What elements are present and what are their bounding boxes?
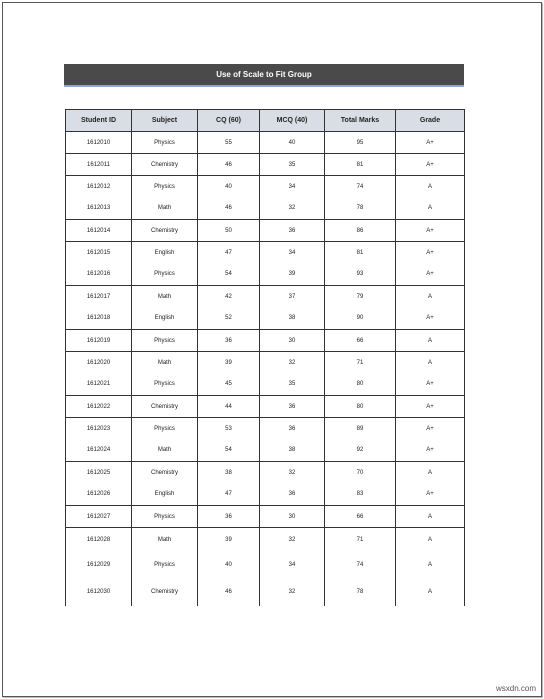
table-row xyxy=(66,484,465,506)
cell-student-id: 1612030 xyxy=(66,578,132,606)
cell-subject: Chemistry xyxy=(132,396,198,418)
cell-cq: 39 xyxy=(198,352,260,374)
cell-total-marks: 74 xyxy=(325,552,396,578)
cell-grade: A+ xyxy=(396,308,465,330)
table-row xyxy=(66,528,465,552)
cell-total-marks: 79 xyxy=(325,286,396,308)
table-row xyxy=(66,396,465,418)
cell-subject: Math xyxy=(132,286,198,308)
cell-total-marks: 66 xyxy=(325,330,396,352)
cell-total-marks: 89 xyxy=(325,418,396,440)
cell-subject: Physics xyxy=(132,374,198,396)
cell-grade: A+ xyxy=(396,154,465,176)
header-subject: Subject xyxy=(132,110,198,132)
cell-mcq: 32 xyxy=(260,352,325,374)
cell-mcq: 32 xyxy=(260,578,325,606)
cell-subject: Physics xyxy=(132,330,198,352)
cell-mcq: 38 xyxy=(260,440,325,462)
cell-student-id: 1612010 xyxy=(66,132,132,154)
header-cq: CQ (60) xyxy=(198,110,260,132)
cell-subject: Chemistry xyxy=(132,220,198,242)
table-row xyxy=(66,352,465,374)
cell-student-id: 1612012 xyxy=(66,176,132,198)
cell-cq: 45 xyxy=(198,374,260,396)
cell-grade: A xyxy=(396,330,465,352)
cell-grade: A xyxy=(396,506,465,528)
cell-grade: A xyxy=(396,528,465,552)
cell-subject: Physics xyxy=(132,176,198,198)
cell-subject: Math xyxy=(132,440,198,462)
report-title: Use of Scale to Fit Group xyxy=(64,64,464,87)
cell-grade: A+ xyxy=(396,264,465,286)
cell-mcq: 36 xyxy=(260,418,325,440)
cell-grade: A xyxy=(396,176,465,198)
cell-total-marks: 71 xyxy=(325,352,396,374)
table-row xyxy=(66,374,465,396)
cell-mcq: 34 xyxy=(260,176,325,198)
cell-mcq: 36 xyxy=(260,484,325,506)
cell-total-marks: 86 xyxy=(325,220,396,242)
cell-student-id: 1612016 xyxy=(66,264,132,286)
cell-total-marks: 66 xyxy=(325,506,396,528)
cell-total-marks: 93 xyxy=(325,264,396,286)
cell-total-marks: 80 xyxy=(325,374,396,396)
cell-grade: A xyxy=(396,462,465,484)
cell-grade: A+ xyxy=(396,132,465,154)
cell-grade: A+ xyxy=(396,484,465,506)
cell-cq: 40 xyxy=(198,176,260,198)
cell-total-marks: 90 xyxy=(325,308,396,330)
cell-cq: 36 xyxy=(198,330,260,352)
cell-student-id: 1612024 xyxy=(66,440,132,462)
table-row xyxy=(66,132,465,154)
cell-mcq: 39 xyxy=(260,264,325,286)
cell-total-marks: 81 xyxy=(325,154,396,176)
cell-mcq: 37 xyxy=(260,286,325,308)
cell-subject: Math xyxy=(132,528,198,552)
cell-cq: 50 xyxy=(198,220,260,242)
cell-total-marks: 78 xyxy=(325,578,396,606)
cell-grade: A+ xyxy=(396,242,465,264)
cell-student-id: 1612022 xyxy=(66,396,132,418)
header-mcq: MCQ (40) xyxy=(260,110,325,132)
table-row xyxy=(66,330,465,352)
cell-student-id: 1612026 xyxy=(66,484,132,506)
cell-cq: 39 xyxy=(198,528,260,552)
cell-grade: A xyxy=(396,578,465,606)
cell-cq: 40 xyxy=(198,552,260,578)
cell-student-id: 1612023 xyxy=(66,418,132,440)
table-row xyxy=(66,198,465,220)
cell-student-id: 1612027 xyxy=(66,506,132,528)
cell-mcq: 35 xyxy=(260,374,325,396)
cell-student-id: 1612020 xyxy=(66,352,132,374)
header-student-id: Student ID xyxy=(66,110,132,132)
table-row xyxy=(66,552,465,578)
table-row xyxy=(66,264,465,286)
cell-grade: A+ xyxy=(396,418,465,440)
watermark-text: wsxdn.com xyxy=(495,684,536,693)
cell-subject: Chemistry xyxy=(132,154,198,176)
cell-mcq: 34 xyxy=(260,552,325,578)
cell-mcq: 35 xyxy=(260,154,325,176)
table-row xyxy=(66,176,465,198)
cell-student-id: 1612014 xyxy=(66,220,132,242)
cell-grade: A+ xyxy=(396,220,465,242)
cell-mcq: 32 xyxy=(260,528,325,552)
cell-student-id: 1612017 xyxy=(66,286,132,308)
cell-student-id: 1612019 xyxy=(66,330,132,352)
cell-total-marks: 74 xyxy=(325,176,396,198)
cell-mcq: 32 xyxy=(260,462,325,484)
cell-subject: Physics xyxy=(132,552,198,578)
cell-grade: A xyxy=(396,352,465,374)
cell-cq: 46 xyxy=(198,154,260,176)
cell-subject: Math xyxy=(132,198,198,220)
table-row xyxy=(66,462,465,484)
cell-cq: 54 xyxy=(198,264,260,286)
cell-mcq: 36 xyxy=(260,396,325,418)
cell-grade: A+ xyxy=(396,374,465,396)
cell-subject: Chemistry xyxy=(132,578,198,606)
cell-student-id: 1612018 xyxy=(66,308,132,330)
cell-cq: 36 xyxy=(198,506,260,528)
cell-subject: English xyxy=(132,484,198,506)
cell-cq: 42 xyxy=(198,286,260,308)
cell-subject: Chemistry xyxy=(132,462,198,484)
cell-grade: A xyxy=(396,552,465,578)
cell-grade: A xyxy=(396,286,465,308)
cell-mcq: 34 xyxy=(260,242,325,264)
cell-student-id: 1612015 xyxy=(66,242,132,264)
cell-grade: A+ xyxy=(396,440,465,462)
table-header-row xyxy=(66,110,465,132)
cell-cq: 52 xyxy=(198,308,260,330)
cell-cq: 47 xyxy=(198,242,260,264)
cell-subject: English xyxy=(132,242,198,264)
cell-cq: 54 xyxy=(198,440,260,462)
cell-subject: Physics xyxy=(132,264,198,286)
header-total-marks: Total Marks xyxy=(325,110,396,132)
cell-mcq: 36 xyxy=(260,220,325,242)
table-row xyxy=(66,242,465,264)
cell-cq: 46 xyxy=(198,578,260,606)
table-row xyxy=(66,154,465,176)
table-row xyxy=(66,308,465,330)
cell-mcq: 40 xyxy=(260,132,325,154)
cell-total-marks: 80 xyxy=(325,396,396,418)
cell-cq: 44 xyxy=(198,396,260,418)
cell-cq: 53 xyxy=(198,418,260,440)
table-row xyxy=(66,418,465,440)
cell-student-id: 1612028 xyxy=(66,528,132,552)
cell-total-marks: 92 xyxy=(325,440,396,462)
table-row xyxy=(66,506,465,528)
cell-mcq: 38 xyxy=(260,308,325,330)
header-grade: Grade xyxy=(396,110,465,132)
cell-mcq: 32 xyxy=(260,198,325,220)
cell-cq: 55 xyxy=(198,132,260,154)
cell-subject: Physics xyxy=(132,506,198,528)
cell-student-id: 1612013 xyxy=(66,198,132,220)
cell-subject: Physics xyxy=(132,418,198,440)
cell-total-marks: 71 xyxy=(325,528,396,552)
cell-total-marks: 95 xyxy=(325,132,396,154)
table-row xyxy=(66,578,465,606)
cell-total-marks: 70 xyxy=(325,462,396,484)
cell-subject: Physics xyxy=(132,132,198,154)
cell-cq: 38 xyxy=(198,462,260,484)
marks-table xyxy=(65,109,465,606)
cell-total-marks: 78 xyxy=(325,198,396,220)
marks-table-container xyxy=(65,109,464,606)
table-row xyxy=(66,220,465,242)
cell-total-marks: 81 xyxy=(325,242,396,264)
cell-student-id: 1612025 xyxy=(66,462,132,484)
table-row xyxy=(66,286,465,308)
cell-mcq: 30 xyxy=(260,506,325,528)
cell-grade: A+ xyxy=(396,396,465,418)
cell-subject: English xyxy=(132,308,198,330)
cell-cq: 47 xyxy=(198,484,260,506)
cell-mcq: 30 xyxy=(260,330,325,352)
cell-student-id: 1612021 xyxy=(66,374,132,396)
cell-grade: A xyxy=(396,198,465,220)
cell-cq: 46 xyxy=(198,198,260,220)
cell-student-id: 1612011 xyxy=(66,154,132,176)
cell-subject: Math xyxy=(132,352,198,374)
cell-student-id: 1612029 xyxy=(66,552,132,578)
table-row xyxy=(66,440,465,462)
cell-total-marks: 83 xyxy=(325,484,396,506)
